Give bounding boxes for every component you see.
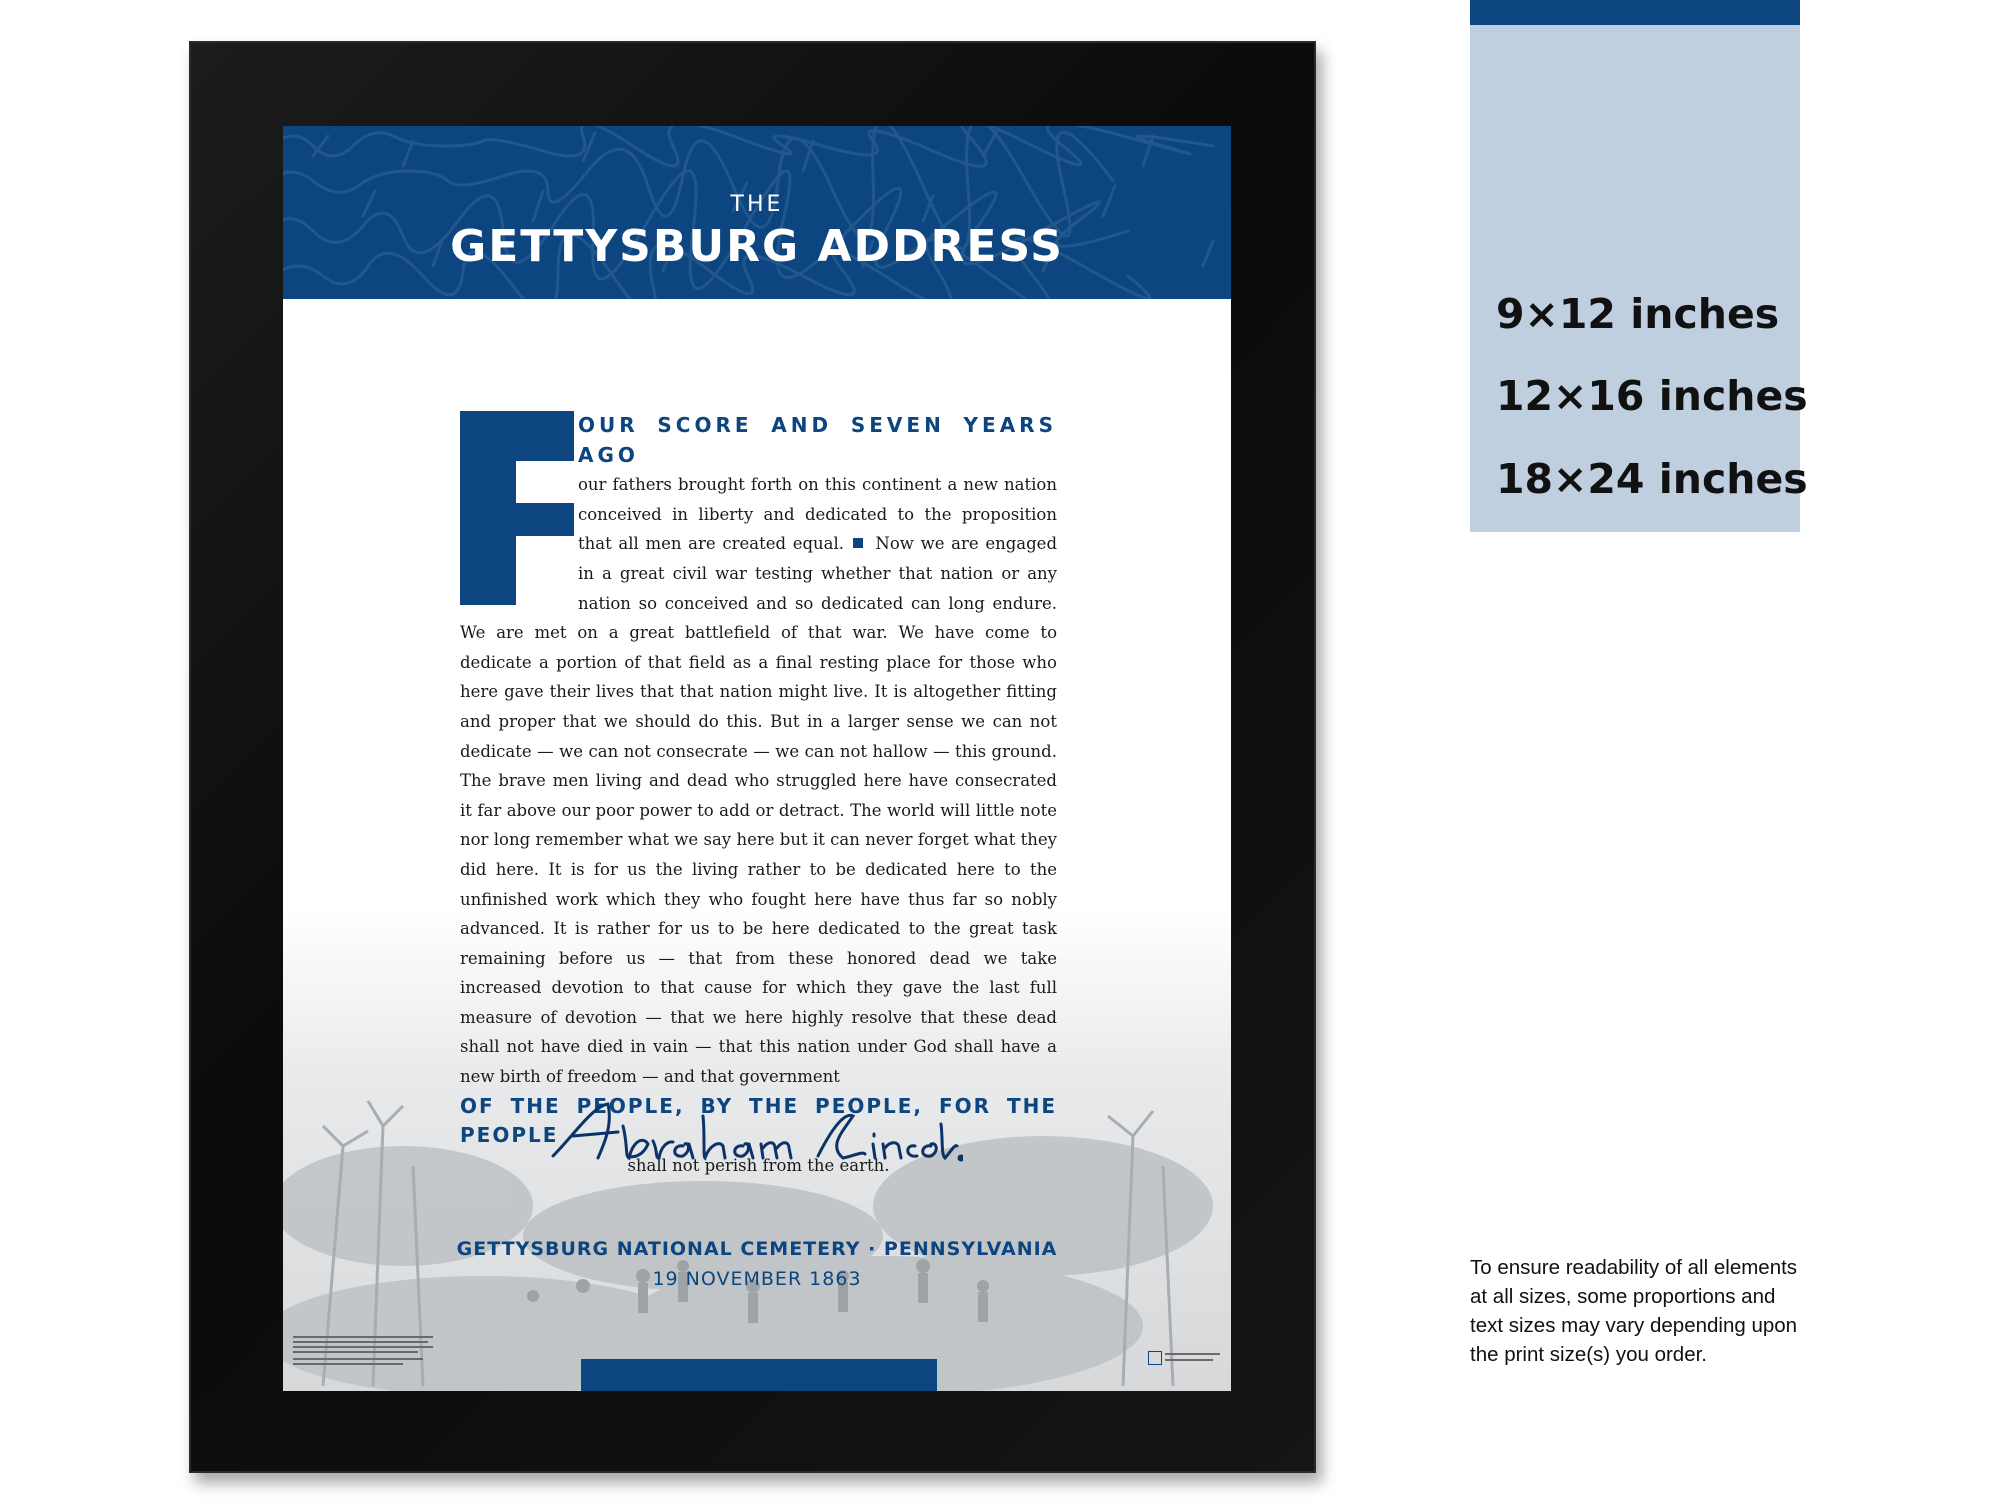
address-body <box>460 411 1057 1180</box>
title-banner <box>283 126 1231 299</box>
closing-line: shall not perish from the earth. <box>627 1155 890 1175</box>
designer-credit <box>1165 1351 1225 1365</box>
paragraph-2: Now we are engaged in a great civil war testing whether that nation or any nation so conceived and so dedicated can long endure. We are met on a great battlefield of that war. We have come to dedicate a portion of that field as a final resting place for those who here gave their lives that that nation might live. It is altogether fitting and proper that we should do this. But in a larger sense we can not dedicate — we can not consecrate — we can not hallow — this ground. The brave men living and dead who struggled here have consecrated it far above our poor power to add or detract. The world will little note nor long remember what we say here but it can never forget what they did here. It is for us the living rather to be dedicated here to the unfinished work which they who fought here have thus far so nobly advanced. It is rather for us to be here dedicated to the great task remaining before us — that from these honored dead we take increased devotion to that cause for which they gave the last full measure of devotion — that we here highly resolve that these dead shall not have died in vain — that this nation under God shall have a new birth of freedom — and that government <box>460 534 1058 1087</box>
readability-note: To ensure readability of all elements at all sizes, some proportions and text sizes may vary depending upon the print size(s) you order. <box>1470 1256 1798 1366</box>
paragraph-1: our fathers brought forth on this continent a new nation conceived in liberty and dedicated to the proposition that all men are created equal. <box>578 475 1057 554</box>
dropcap-f <box>460 411 574 605</box>
designer-logo-icon <box>1148 1351 1162 1365</box>
opening-phrase: OUR SCORE AND SEVEN YEARS AGO <box>578 413 1057 467</box>
size-option-18x24: 18×24 inches <box>1496 455 1808 503</box>
fine-print-left <box>293 1336 443 1366</box>
title-the: THE <box>730 192 784 217</box>
square-bullet-icon <box>853 538 863 548</box>
picture-frame <box>189 41 1316 1473</box>
date-line: 19 NOVEMBER 1863 <box>652 1268 862 1290</box>
location-line: GETTYSBURG NATIONAL CEMETERY · PENNSYLVANIA <box>456 1238 1058 1260</box>
fine-print-right <box>1148 1351 1223 1367</box>
size-option-9x12: 9×12 inches <box>1496 290 1780 338</box>
print-sizes-panel <box>1470 0 1808 532</box>
poster <box>283 126 1231 1391</box>
bottom-accent-bar <box>581 1359 937 1391</box>
size-option-12x16: 12×16 inches <box>1496 372 1808 420</box>
closing-phrase: OF THE PEOPLE, BY THE PEOPLE, FOR THE PEOPLE <box>460 1093 1057 1148</box>
panel-top-bar <box>1470 0 1800 25</box>
poster-title: GETTYSBURG ADDRESS <box>450 221 1064 272</box>
